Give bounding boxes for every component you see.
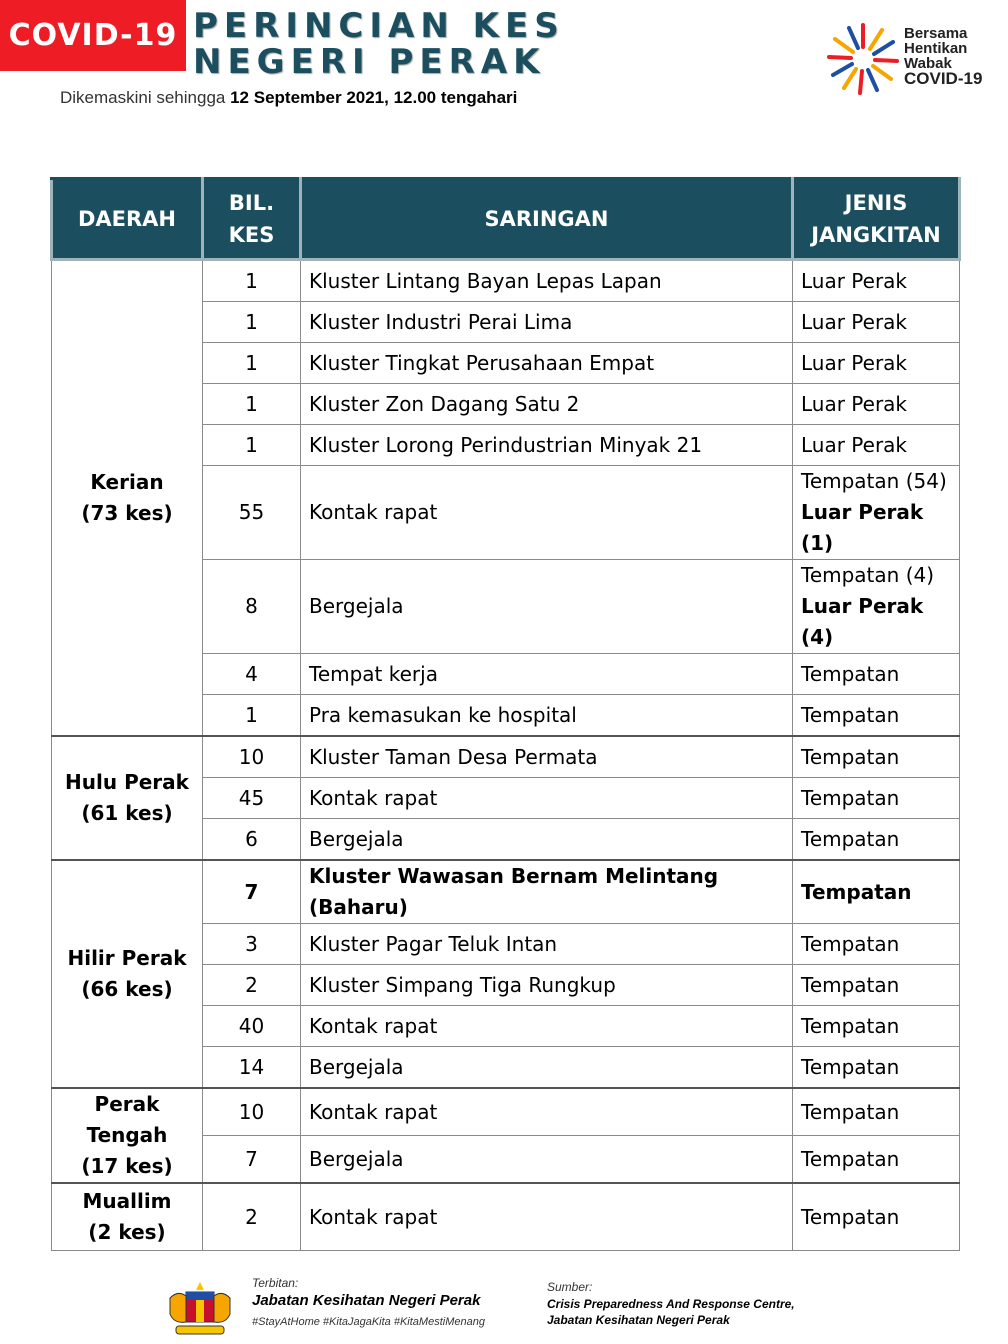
district-cell-kerian [52, 260, 203, 737]
source-block [547, 1280, 987, 1328]
district-total: (17 kes) [81, 1154, 173, 1178]
case-count: 8 [203, 560, 301, 654]
screening-type: Kontak rapat [301, 1183, 793, 1251]
publisher-name: Jabatan Kesihatan Negeri Perak [252, 1292, 481, 1309]
district-name: Muallim [82, 1189, 172, 1213]
screening-type: Kluster Lorong Perindustrian Minyak 21 [301, 425, 793, 466]
page-title [193, 8, 565, 80]
header-bil-line-1: BIL. [228, 191, 275, 215]
case-count: 1 [203, 343, 301, 384]
infection-type: Tempatan [793, 778, 960, 819]
infection-type: Tempatan [793, 736, 960, 778]
source-text [547, 1296, 987, 1328]
infection-type: Tempatan [793, 924, 960, 965]
case-count: 6 [203, 819, 301, 861]
case-count: 1 [203, 384, 301, 425]
case-count: 1 [203, 425, 301, 466]
infection-type: Tempatan [793, 695, 960, 737]
case-count: 40 [203, 1006, 301, 1047]
infection-type: Luar Perak [793, 260, 960, 302]
table-row [52, 1088, 960, 1136]
case-count: 14 [203, 1047, 301, 1089]
district-cell-muallim [52, 1183, 203, 1251]
campaign-logo [826, 18, 996, 100]
table-row [52, 260, 960, 302]
campaign-line-2: Hentikan [904, 40, 968, 57]
update-timestamp [60, 88, 517, 108]
infection-type: Tempatan [793, 1006, 960, 1047]
district-cell-perak-tengah [52, 1088, 203, 1183]
screening-type: Kluster Lintang Bayan Lepas Lapan [301, 260, 793, 302]
campaign-line-3: Wabak [904, 55, 952, 72]
header-jenis-line-2: JANGKITAN [811, 223, 941, 247]
updated-date: 12 September 2021, 12.00 tengahari [230, 88, 518, 107]
header-bil-kes [203, 179, 301, 260]
case-count: 2 [203, 965, 301, 1006]
screening-type: Kontak rapat [301, 1088, 793, 1136]
coat-of-arms-icon [160, 1278, 240, 1338]
updated-prefix: Dikemaskini sehingga [60, 88, 231, 107]
covid-badge [0, 0, 186, 71]
header-daerah: DAERAH [52, 179, 203, 260]
district-cell-hilir-perak [52, 860, 203, 1088]
screening-type: Kluster Pagar Teluk Intan [301, 924, 793, 965]
district-total: (61 kes) [81, 801, 173, 825]
infection-type: Tempatan [793, 860, 960, 924]
district-name: Perak Tengah [86, 1092, 168, 1147]
publisher-block [160, 1272, 540, 1338]
case-count: 3 [203, 924, 301, 965]
sunburst-icon [826, 18, 900, 100]
case-count: 10 [203, 1088, 301, 1136]
infection-type: Tempatan [793, 1183, 960, 1251]
screening-type: Kontak rapat [301, 466, 793, 560]
infection-type: Luar Perak [793, 425, 960, 466]
screening-type: Tempat kerja [301, 654, 793, 695]
screening-type: Bergejala [301, 1047, 793, 1089]
district-total: (66 kes) [81, 977, 173, 1001]
campaign-text [904, 26, 982, 86]
case-count: 1 [203, 260, 301, 302]
publisher-label: Terbitan: [252, 1276, 299, 1290]
district-total: (2 kes) [88, 1220, 166, 1244]
hashtags: #StayAtHome #KitaJagaKita #KitaMestiMenang [252, 1316, 485, 1328]
screening-type: Kluster Zon Dagang Satu 2 [301, 384, 793, 425]
infection-type: Luar Perak [793, 343, 960, 384]
header-jenis-line-1: JENIS [844, 191, 908, 215]
title-line-1: PERINCIAN KES [193, 6, 565, 46]
screening-type: Pra kemasukan ke hospital [301, 695, 793, 737]
infection-type: Tempatan [793, 654, 960, 695]
district-name: Hulu Perak [65, 770, 189, 794]
table-header-row [52, 179, 960, 260]
case-count: 1 [203, 695, 301, 737]
table-row [52, 860, 960, 924]
district-name: Kerian [90, 470, 164, 494]
district-total: (73 kes) [81, 501, 173, 525]
infection-type: Tempatan [793, 819, 960, 861]
header-jenis-jangkitan [793, 179, 960, 260]
screening-type: Bergejala [301, 819, 793, 861]
infection-type-outside: Luar Perak (1) [801, 500, 924, 555]
case-table [50, 177, 961, 1251]
case-count: 7 [203, 860, 301, 924]
source-line-2: Jabatan Kesihatan Negeri Perak [547, 1313, 730, 1327]
case-count: 4 [203, 654, 301, 695]
campaign-line-4: COVID-19 [904, 69, 983, 88]
source-line-1: Crisis Preparedness And Response Centre, [547, 1297, 795, 1311]
infection-type [793, 466, 960, 560]
screening-type: Bergejala [301, 560, 793, 654]
screening-type: Kontak rapat [301, 1006, 793, 1047]
infection-type [793, 560, 960, 654]
district-name: Hilir Perak [67, 946, 187, 970]
screening-type: Kontak rapat [301, 778, 793, 819]
case-count: 10 [203, 736, 301, 778]
header-bil-line-2: KES [228, 223, 275, 247]
case-count: 7 [203, 1136, 301, 1184]
infection-type-local: Tempatan (4) [801, 563, 935, 587]
infection-type: Tempatan [793, 1088, 960, 1136]
screening-type: Kluster Simpang Tiga Rungkup [301, 965, 793, 1006]
infection-type: Luar Perak [793, 302, 960, 343]
case-count: 55 [203, 466, 301, 560]
district-cell-hulu-perak [52, 736, 203, 860]
badge-label: COVID-19 [8, 18, 178, 53]
screening-type: Kluster Industri Perai Lima [301, 302, 793, 343]
source-label: Sumber: [547, 1280, 593, 1294]
case-count: 2 [203, 1183, 301, 1251]
screening-type: Bergejala [301, 1136, 793, 1184]
infection-type: Tempatan [793, 965, 960, 1006]
table-row [52, 1183, 960, 1251]
case-count: 1 [203, 302, 301, 343]
header-saringan: SARINGAN [301, 179, 793, 260]
screening-type: Kluster Wawasan Bernam Melintang (Baharu) [301, 860, 793, 924]
infection-type-outside: Luar Perak (4) [801, 594, 924, 649]
title-line-2: NEGERI PERAK [193, 42, 546, 82]
infection-type: Luar Perak [793, 384, 960, 425]
case-count: 45 [203, 778, 301, 819]
table-row [52, 736, 960, 778]
screening-type: Kluster Taman Desa Permata [301, 736, 793, 778]
campaign-line-1: Bersama [904, 25, 968, 42]
screening-type: Kluster Tingkat Perusahaan Empat [301, 343, 793, 384]
infection-type-local: Tempatan (54) [801, 469, 947, 493]
infection-type: Tempatan [793, 1136, 960, 1184]
infection-type: Tempatan [793, 1047, 960, 1089]
